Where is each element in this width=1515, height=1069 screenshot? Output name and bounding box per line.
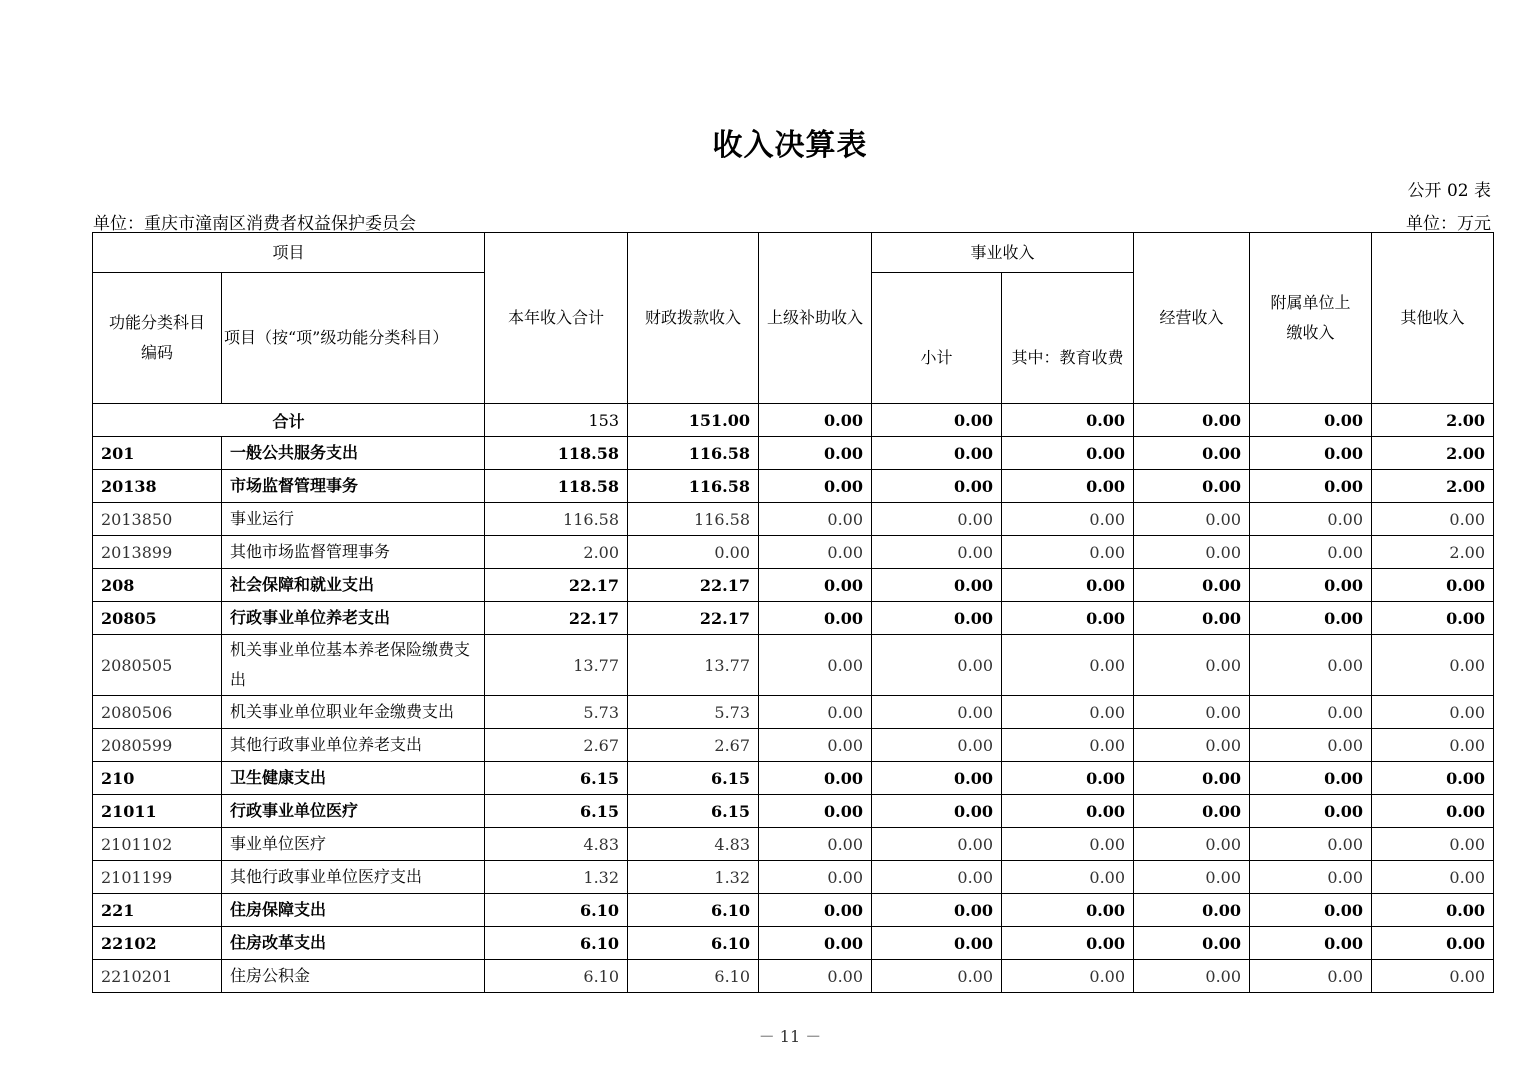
table-row (93, 437, 1494, 470)
row-value: 0.00 (1134, 960, 1250, 993)
row-value: 0.00 (759, 569, 872, 602)
form-number: 公开 02 表 (1407, 181, 1491, 201)
row-name: 一般公共服务支出 (222, 437, 485, 470)
row-value: 0.00 (1134, 602, 1250, 635)
row-value: 0.00 (759, 762, 872, 795)
row-value: 0.00 (1372, 795, 1494, 828)
row-code: 2013850 (93, 503, 222, 536)
row-value: 0.00 (1372, 729, 1494, 762)
row-value: 6.15 (485, 762, 628, 795)
row-value: 0.00 (1002, 927, 1134, 960)
page-number: － 11 － (758, 1027, 822, 1046)
row-value: 0.00 (872, 536, 1002, 569)
row-name: 社会保障和就业支出 (222, 569, 485, 602)
row-name: 事业单位医疗 (222, 828, 485, 861)
row-value: 0.00 (1002, 729, 1134, 762)
row-value: 0.00 (872, 795, 1002, 828)
row-value: 0.00 (1372, 569, 1494, 602)
row-value: 6.10 (628, 927, 759, 960)
row-value: 0.00 (1250, 437, 1372, 470)
header-edu: 其中：教育收费 (1002, 273, 1134, 404)
row-value: 0.00 (1002, 762, 1134, 795)
table-row (93, 762, 1494, 795)
row-value: 116.58 (628, 470, 759, 503)
row-value: 0.00 (1372, 960, 1494, 993)
row-code: 20805 (93, 602, 222, 635)
row-value: 0.00 (759, 729, 872, 762)
row-value: 0.00 (1002, 569, 1134, 602)
table-row (93, 470, 1494, 503)
row-value: 0.00 (759, 536, 872, 569)
row-value: 0.00 (1134, 795, 1250, 828)
row-value: 0.00 (872, 861, 1002, 894)
table-row (93, 569, 1494, 602)
row-value: 0.00 (759, 503, 872, 536)
row-value: 0.00 (1134, 536, 1250, 569)
row-value: 0.00 (1250, 635, 1372, 696)
table-row (93, 828, 1494, 861)
row-code: 2080506 (93, 696, 222, 729)
row-code: 2101199 (93, 861, 222, 894)
row-value: 0.00 (1002, 795, 1134, 828)
row-value: 22.17 (485, 569, 628, 602)
row-value: 0.00 (1002, 635, 1134, 696)
row-value: 0.00 (1002, 503, 1134, 536)
total-cell: 153 (485, 404, 628, 437)
row-name: 市场监督管理事务 (222, 470, 485, 503)
header-affiliated: 附属单位上缴收入 (1250, 233, 1372, 404)
row-code: 2080599 (93, 729, 222, 762)
row-value: 0.00 (872, 729, 1002, 762)
row-value: 0.00 (1372, 503, 1494, 536)
row-name: 行政事业单位养老支出 (222, 602, 485, 635)
row-value: 0.00 (759, 894, 872, 927)
total-cell: 0.00 (1250, 404, 1372, 437)
row-value: 0.00 (1250, 602, 1372, 635)
row-value: 116.58 (485, 503, 628, 536)
row-value: 116.58 (628, 503, 759, 536)
row-value: 0.00 (1134, 569, 1250, 602)
row-name: 住房改革支出 (222, 927, 485, 960)
row-name: 其他市场监督管理事务 (222, 536, 485, 569)
total-cell: 0.00 (759, 404, 872, 437)
row-value: 0.00 (759, 960, 872, 993)
header-func-code: 功能分类科目编码 (93, 273, 222, 404)
row-value: 0.00 (1250, 536, 1372, 569)
unit-currency: 单位：万元 (1406, 214, 1491, 234)
row-value: 0.00 (759, 602, 872, 635)
row-value: 6.10 (628, 894, 759, 927)
row-value: 2.00 (1372, 470, 1494, 503)
row-name: 行政事业单位医疗 (222, 795, 485, 828)
total-cell: 0.00 (1002, 404, 1134, 437)
row-value: 0.00 (1372, 602, 1494, 635)
row-value: 0.00 (1134, 927, 1250, 960)
row-value: 0.00 (1002, 470, 1134, 503)
row-value: 0.00 (1250, 729, 1372, 762)
income-statement-table (92, 232, 1494, 993)
table-row (93, 960, 1494, 993)
row-value: 0.00 (628, 536, 759, 569)
table-row (93, 536, 1494, 569)
row-value: 0.00 (1002, 861, 1134, 894)
row-value: 0.00 (1250, 927, 1372, 960)
row-value: 0.00 (1002, 536, 1134, 569)
row-name: 卫生健康支出 (222, 762, 485, 795)
row-code: 208 (93, 569, 222, 602)
header-operating: 经营收入 (1134, 233, 1250, 404)
row-value: 1.32 (485, 861, 628, 894)
row-value: 0.00 (1002, 960, 1134, 993)
total-cell: 151.00 (628, 404, 759, 437)
table-row (93, 729, 1494, 762)
row-value: 0.00 (1250, 861, 1372, 894)
row-value: 4.83 (485, 828, 628, 861)
row-value: 2.67 (485, 729, 628, 762)
unit-organization: 单位：重庆市潼南区消费者权益保护委员会 (93, 214, 416, 234)
row-value: 0.00 (759, 795, 872, 828)
row-value: 0.00 (1372, 762, 1494, 795)
row-value: 0.00 (872, 503, 1002, 536)
row-value: 0.00 (759, 828, 872, 861)
row-code: 210 (93, 762, 222, 795)
header-project: 项目 (93, 233, 485, 273)
table-row (93, 861, 1494, 894)
row-name: 机关事业单位基本养老保险缴费支出 (222, 635, 485, 696)
row-name: 其他行政事业单位养老支出 (222, 729, 485, 762)
row-value: 0.00 (872, 762, 1002, 795)
header-fiscal: 财政拨款收入 (628, 233, 759, 404)
row-value: 13.77 (628, 635, 759, 696)
row-code: 20138 (93, 470, 222, 503)
row-code: 201 (93, 437, 222, 470)
row-value: 0.00 (759, 861, 872, 894)
row-code: 2101102 (93, 828, 222, 861)
row-value: 0.00 (872, 569, 1002, 602)
table-row (93, 696, 1494, 729)
row-code: 2013899 (93, 536, 222, 569)
row-value: 0.00 (1250, 828, 1372, 861)
row-name: 住房保障支出 (222, 894, 485, 927)
row-value: 0.00 (1134, 894, 1250, 927)
row-value: 0.00 (1002, 602, 1134, 635)
total-cell: 2.00 (1372, 404, 1494, 437)
row-name: 住房公积金 (222, 960, 485, 993)
row-value: 0.00 (1134, 470, 1250, 503)
row-value: 0.00 (759, 437, 872, 470)
row-value: 0.00 (1372, 894, 1494, 927)
row-value: 2.00 (1372, 437, 1494, 470)
row-value: 0.00 (1250, 894, 1372, 927)
row-value: 0.00 (1372, 927, 1494, 960)
page-title: 收入决算表 (712, 128, 868, 163)
row-value: 6.15 (628, 795, 759, 828)
row-value: 6.10 (485, 960, 628, 993)
row-value: 0.00 (1372, 696, 1494, 729)
row-value: 0.00 (1250, 795, 1372, 828)
row-value: 0.00 (759, 696, 872, 729)
row-value: 0.00 (1372, 861, 1494, 894)
row-value: 0.00 (1134, 729, 1250, 762)
total-cell: 0.00 (872, 404, 1002, 437)
row-value: 6.10 (485, 927, 628, 960)
row-value: 0.00 (759, 635, 872, 696)
header-func-name: 项目（按“项”级功能分类科目） (222, 273, 485, 404)
table-row (93, 602, 1494, 635)
row-name: 其他行政事业单位医疗支出 (222, 861, 485, 894)
header-superior: 上级补助收入 (759, 233, 872, 404)
row-value: 0.00 (872, 894, 1002, 927)
total-cell: 0.00 (1134, 404, 1250, 437)
row-value: 118.58 (485, 470, 628, 503)
row-value: 0.00 (1250, 569, 1372, 602)
row-value: 0.00 (1002, 894, 1134, 927)
row-code: 21011 (93, 795, 222, 828)
table-row (93, 635, 1494, 696)
row-value: 0.00 (1250, 696, 1372, 729)
table-row-total (93, 404, 1494, 437)
row-code: 2210201 (93, 960, 222, 993)
row-value: 6.10 (628, 960, 759, 993)
header-business: 事业收入 (872, 233, 1134, 273)
row-value: 0.00 (1134, 503, 1250, 536)
row-value: 2.00 (1372, 536, 1494, 569)
row-value: 0.00 (1002, 696, 1134, 729)
row-value: 0.00 (1250, 503, 1372, 536)
row-value: 118.58 (485, 437, 628, 470)
total-label: 合计 (93, 404, 485, 437)
row-value: 0.00 (1134, 828, 1250, 861)
row-value: 0.00 (1134, 696, 1250, 729)
table-row (93, 503, 1494, 536)
row-name: 机关事业单位职业年金缴费支出 (222, 696, 485, 729)
row-value: 0.00 (1250, 960, 1372, 993)
row-code: 221 (93, 894, 222, 927)
row-value: 0.00 (1134, 437, 1250, 470)
row-value: 0.00 (872, 960, 1002, 993)
row-value: 0.00 (1134, 861, 1250, 894)
row-value: 5.73 (485, 696, 628, 729)
row-value: 22.17 (485, 602, 628, 635)
row-code: 22102 (93, 927, 222, 960)
row-value: 6.15 (485, 795, 628, 828)
row-name: 事业运行 (222, 503, 485, 536)
row-value: 22.17 (628, 569, 759, 602)
row-value: 0.00 (1372, 828, 1494, 861)
row-value: 0.00 (872, 696, 1002, 729)
row-value: 2.67 (628, 729, 759, 762)
row-value: 0.00 (1372, 635, 1494, 696)
header-total: 本年收入合计 (485, 233, 628, 404)
row-value: 0.00 (872, 470, 1002, 503)
row-value: 0.00 (1002, 828, 1134, 861)
row-value: 0.00 (872, 927, 1002, 960)
row-value: 13.77 (485, 635, 628, 696)
table-row (93, 795, 1494, 828)
row-value: 0.00 (1134, 635, 1250, 696)
row-value: 0.00 (759, 470, 872, 503)
row-value: 116.58 (628, 437, 759, 470)
row-value: 6.15 (628, 762, 759, 795)
row-code: 2080505 (93, 635, 222, 696)
row-value: 0.00 (759, 927, 872, 960)
row-value: 22.17 (628, 602, 759, 635)
row-value: 0.00 (872, 635, 1002, 696)
header-other: 其他收入 (1372, 233, 1494, 404)
row-value: 5.73 (628, 696, 759, 729)
row-value: 1.32 (628, 861, 759, 894)
row-value: 0.00 (872, 437, 1002, 470)
row-value: 0.00 (1002, 437, 1134, 470)
row-value: 2.00 (485, 536, 628, 569)
row-value: 0.00 (872, 602, 1002, 635)
row-value: 0.00 (1250, 762, 1372, 795)
table-row (93, 927, 1494, 960)
row-value: 0.00 (872, 828, 1002, 861)
row-value: 0.00 (1134, 762, 1250, 795)
header-subtotal: 小计 (872, 273, 1002, 404)
row-value: 6.10 (485, 894, 628, 927)
row-value: 0.00 (1250, 470, 1372, 503)
table-row (93, 894, 1494, 927)
row-value: 4.83 (628, 828, 759, 861)
